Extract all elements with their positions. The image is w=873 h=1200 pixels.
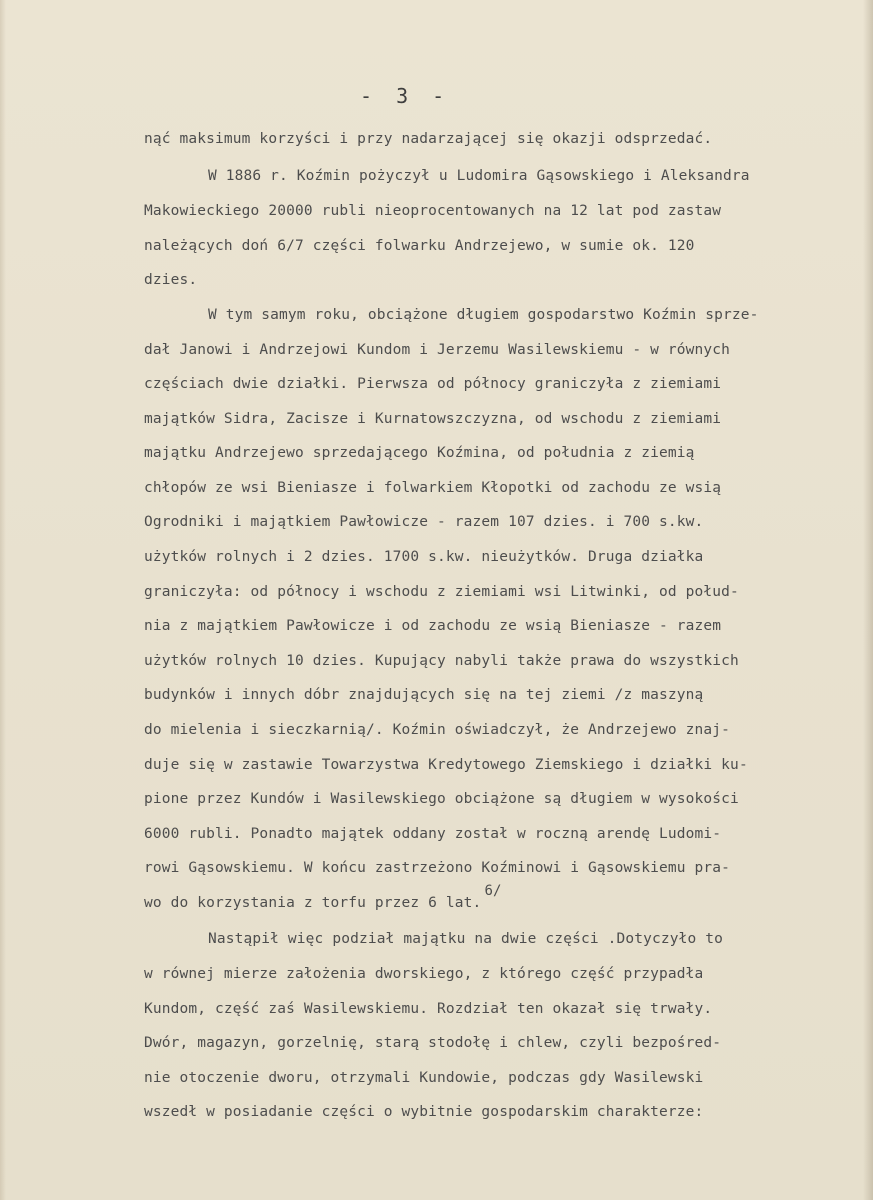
- text-line-26: Kundom, część zaś Wasilewskiemu. Rozdział ten okazał się trwały.: [144, 1001, 713, 1017]
- text-line-20: pione przez Kundów i Wasilewskiego obciążone są długiem w wysokości: [144, 791, 739, 807]
- page-edge-right: [863, 0, 873, 1200]
- text-line-9: majątków Sidra, Zacisze i Kurnatowszczyzna, od wschodu z ziemiami: [144, 411, 722, 427]
- text-line-29: wszedł w posiadanie części o wybitnie gospodarskim charakterze:: [144, 1104, 704, 1120]
- footnote-reference: 6/: [484, 883, 502, 899]
- text-line-17: budynków i innych dóbr znajdujących się na tej ziemi /z maszyną: [144, 687, 704, 703]
- text-line-5: dzies.: [144, 272, 198, 288]
- text-line-7: dał Janowi i Andrzejowi Kundom i Jerzemu Wasilewskiemu - w równych: [144, 342, 731, 358]
- text-line-8: częściach dwie działki. Pierwsza od północy graniczyła z ziemiami: [144, 376, 722, 392]
- page-edge-left: [0, 0, 6, 1200]
- text-line-6: W tym samym roku, obciążone długiem gospodarstwo Koźmin sprze-: [208, 307, 759, 323]
- text-line-25: w równej mierze założenia dworskiego, z którego część przypadła: [144, 966, 704, 982]
- text-line-11: chłopów ze wsi Bieniasze i folwarkiem Kłopotki od zachodu ze wsią: [144, 480, 722, 496]
- text-line-28: nie otoczenie dworu, otrzymali Kundowie, podczas gdy Wasilewski: [144, 1070, 704, 1086]
- text-line-13: użytków rolnych i 2 dzies. 1700 s.kw. nieużytków. Druga działka: [144, 549, 704, 565]
- text-line-27: Dwór, magazyn, gorzelnię, starą stodołę i chlew, czyli bezpośred-: [144, 1035, 722, 1051]
- text-line-18: do mielenia i sieczkarnią/. Koźmin oświadczył, że Andrzejewo znaj-: [144, 722, 731, 738]
- text-line-23-text: wo do korzystania z torfu przez 6 lat.: [144, 895, 482, 911]
- text-line-15: nia z majątkiem Pawłowicze i od zachodu ze wsią Bieniasze - razem: [144, 618, 722, 634]
- text-line-22: rowi Gąsowskiemu. W końcu zastrzeżono Koźminowi i Gąsowskiemu pra-: [144, 860, 731, 876]
- text-line-10: majątku Andrzejewo sprzedającego Koźmina, od południa z ziemią: [144, 445, 695, 461]
- text-line-16: użytków rolnych 10 dzies. Kupujący nabyli także prawa do wszystkich: [144, 653, 739, 669]
- text-line-12: Ogrodniki i majątkiem Pawłowicze - razem 107 dzies. i 700 s.kw.: [144, 514, 704, 530]
- page-number: - 3 -: [360, 84, 451, 108]
- text-line-14: graniczyła: od północy i wschodu z ziemiami wsi Litwinki, od połud-: [144, 584, 739, 600]
- text-line-19: duje się w zastawie Towarzystwa Kredytowego Ziemskiego i działki ku-: [144, 757, 748, 773]
- text-line-23: [144, 883, 502, 911]
- text-line-1: nąć maksimum korzyści i przy nadarzającej się okazji odsprzedać.: [144, 131, 713, 147]
- text-line-24: Nastąpił więc podział majątku na dwie części .Dotyczyło to: [208, 931, 724, 947]
- text-line-2: W 1886 r. Koźmin pożyczył u Ludomira Gąsowskiego i Aleksandra: [208, 168, 750, 184]
- text-line-3: Makowieckiego 20000 rubli nieoprocentowanych na 12 lat pod zastaw: [144, 203, 722, 219]
- text-line-4: należących doń 6/7 części folwarku Andrzejewo, w sumie ok. 120: [144, 238, 695, 254]
- text-line-21: 6000 rubli. Ponadto majątek oddany został w roczną arendę Ludomi-: [144, 826, 722, 842]
